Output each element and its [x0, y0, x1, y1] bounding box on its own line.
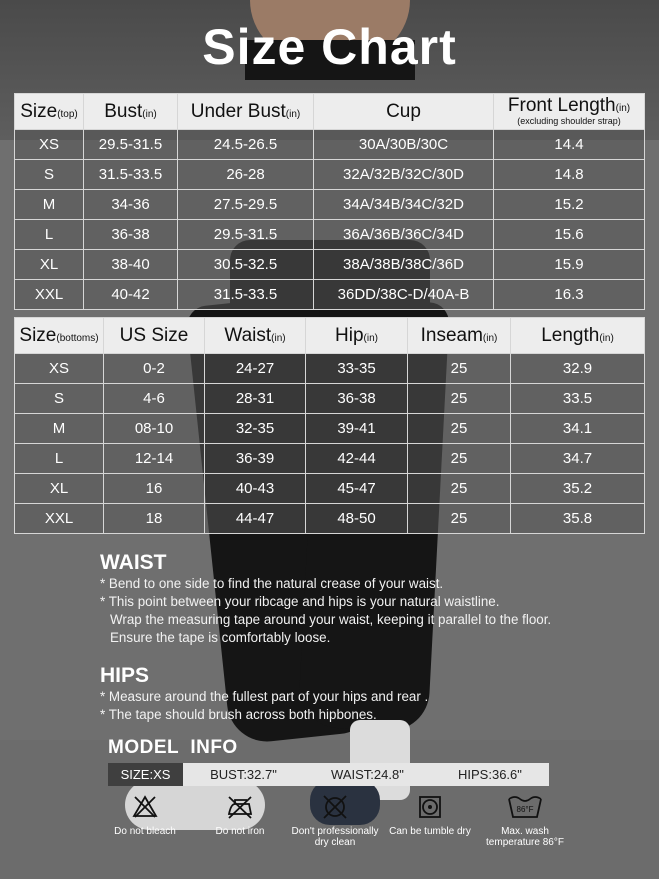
- table-cell: 39-41: [306, 414, 408, 444]
- table-row: [15, 250, 645, 280]
- table-cell: 34.7: [511, 444, 645, 474]
- table-cell: 36-38: [306, 384, 408, 414]
- table-cell: 24-27: [205, 354, 306, 384]
- table-cell: 42-44: [306, 444, 408, 474]
- table-cell: 25: [408, 414, 511, 444]
- table-cell: XS: [15, 354, 104, 384]
- care-item: Can be tumble dry: [385, 791, 475, 848]
- table-cell: 14.8: [494, 160, 645, 190]
- no-iron-icon: [195, 791, 285, 823]
- table-row: [15, 414, 645, 444]
- header-size-bottoms: Size(bottoms): [15, 318, 104, 354]
- table-cell: 34.1: [511, 414, 645, 444]
- table-cell: 45-47: [306, 474, 408, 504]
- top-size-table: [14, 93, 645, 310]
- table-cell: 26-28: [178, 160, 314, 190]
- table-cell: L: [15, 220, 84, 250]
- table-cell: 29.5-31.5: [178, 220, 314, 250]
- table-cell: 40-42: [84, 280, 178, 310]
- table-cell: 31.5-33.5: [84, 160, 178, 190]
- model-info-bar: [108, 763, 549, 786]
- care-item: Do not bleach: [100, 791, 190, 848]
- table-cell: L: [15, 444, 104, 474]
- header-hip: Hip(in): [306, 318, 408, 354]
- care-item: Do not iron: [195, 791, 285, 848]
- table-row: [15, 220, 645, 250]
- table-cell: 28-31: [205, 384, 306, 414]
- table-cell: 44-47: [205, 504, 306, 534]
- table-cell: 25: [408, 354, 511, 384]
- table-row: [15, 130, 645, 160]
- header-cup: Cup: [314, 94, 494, 130]
- table-row: [15, 504, 645, 534]
- model-waist: WAIST:24.8": [331, 767, 404, 782]
- table-cell: 48-50: [306, 504, 408, 534]
- table-cell: 16: [104, 474, 205, 504]
- header-size-top: Size(top): [15, 94, 84, 130]
- table-cell: 4-6: [104, 384, 205, 414]
- table-cell: 08-10: [104, 414, 205, 444]
- table-cell: 30.5-32.5: [178, 250, 314, 280]
- waist-line: * Bend to one side to find the natural crease of your waist.: [100, 576, 444, 591]
- table-header-row: [15, 318, 645, 354]
- care-item: Don't professionally dry clean: [290, 791, 380, 848]
- waist-instructions: [100, 551, 640, 647]
- table-cell: 0-2: [104, 354, 205, 384]
- care-item: 86°F Max. wash temperature 86°F: [480, 791, 570, 848]
- model-measurements: [183, 763, 549, 786]
- table-cell: 12-14: [104, 444, 205, 474]
- no-bleach-icon: [100, 791, 190, 823]
- table-cell: 30A/30B/30C: [314, 130, 494, 160]
- hips-line: * The tape should brush across both hipbones.: [100, 707, 377, 722]
- header-us-size: US Size: [104, 318, 205, 354]
- no-dry-clean-icon: [290, 791, 380, 823]
- header-waist: Waist(in): [205, 318, 306, 354]
- wash-86-icon: [480, 791, 570, 823]
- table-cell: 33-35: [306, 354, 408, 384]
- tumble-dry-icon: [385, 791, 475, 823]
- table-cell: 32A/32B/32C/30D: [314, 160, 494, 190]
- waist-line: * This point between your ribcage and hips is your natural waistline.: [100, 594, 500, 609]
- model-size: SIZE:XS: [108, 763, 183, 786]
- header-front-length: Front Length(in) (excluding shoulder strap): [494, 94, 645, 130]
- table-cell: 36A/36B/36C/34D: [314, 220, 494, 250]
- model-hips: HIPS:36.6": [458, 767, 522, 782]
- page-title: Size Chart: [202, 19, 457, 75]
- table-cell: 38-40: [84, 250, 178, 280]
- table-cell: 15.2: [494, 190, 645, 220]
- table-cell: M: [15, 414, 104, 444]
- table-cell: 33.5: [511, 384, 645, 414]
- care-instructions: [100, 791, 570, 848]
- model-bust: BUST:32.7": [210, 767, 277, 782]
- table-cell: M: [15, 190, 84, 220]
- table-cell: 31.5-33.5: [178, 280, 314, 310]
- table-cell: 35.8: [511, 504, 645, 534]
- table-cell: XXL: [15, 280, 84, 310]
- table-cell: 32.9: [511, 354, 645, 384]
- table-cell: 34-36: [84, 190, 178, 220]
- hips-instructions: [100, 664, 640, 724]
- table-cell: 25: [408, 504, 511, 534]
- table-cell: 15.6: [494, 220, 645, 250]
- table-cell: 25: [408, 444, 511, 474]
- table-row: [15, 160, 645, 190]
- table-cell: XXL: [15, 504, 104, 534]
- table-cell: 34A/34B/34C/32D: [314, 190, 494, 220]
- waist-line: Ensure the tape is comfortably loose.: [110, 630, 331, 645]
- table-cell: S: [15, 160, 84, 190]
- wash-temp-label: 86°F: [516, 805, 534, 814]
- table-cell: 15.9: [494, 250, 645, 280]
- table-cell: 18: [104, 504, 205, 534]
- table-row: [15, 444, 645, 474]
- table-cell: 14.4: [494, 130, 645, 160]
- bottoms-size-table: [14, 317, 645, 534]
- table-row: [15, 190, 645, 220]
- waist-line: Wrap the measuring tape around your waist, keeping it parallel to the floor.: [110, 612, 552, 627]
- table-cell: 25: [408, 384, 511, 414]
- table-cell: XS: [15, 130, 84, 160]
- waist-heading: WAIST: [100, 551, 167, 574]
- table-row: [15, 354, 645, 384]
- header-under-bust: Under Bust(in): [178, 94, 314, 130]
- table-cell: 36-39: [205, 444, 306, 474]
- header-bust: Bust(in): [84, 94, 178, 130]
- header-inseam: Inseam(in): [408, 318, 511, 354]
- model-info-heading: MODEL INFO: [108, 737, 238, 758]
- table-cell: 35.2: [511, 474, 645, 504]
- table-cell: 24.5-26.5: [178, 130, 314, 160]
- table-cell: XL: [15, 250, 84, 280]
- table-cell: 25: [408, 474, 511, 504]
- header-length: Length(in): [511, 318, 645, 354]
- table-row: [15, 280, 645, 310]
- table-header-row: [15, 94, 645, 130]
- table-cell: 29.5-31.5: [84, 130, 178, 160]
- table-row: [15, 384, 645, 414]
- table-cell: 32-35: [205, 414, 306, 444]
- table-cell: 27.5-29.5: [178, 190, 314, 220]
- hips-line: * Measure around the fullest part of your hips and rear .: [100, 689, 429, 704]
- hips-heading: HIPS: [100, 664, 150, 687]
- table-cell: XL: [15, 474, 104, 504]
- table-cell: 38A/38B/38C/36D: [314, 250, 494, 280]
- table-cell: 16.3: [494, 280, 645, 310]
- table-cell: 36-38: [84, 220, 178, 250]
- table-cell: 40-43: [205, 474, 306, 504]
- table-row: [15, 474, 645, 504]
- table-cell: S: [15, 384, 104, 414]
- table-cell: 36DD/38C-D/40A-B: [314, 280, 494, 310]
